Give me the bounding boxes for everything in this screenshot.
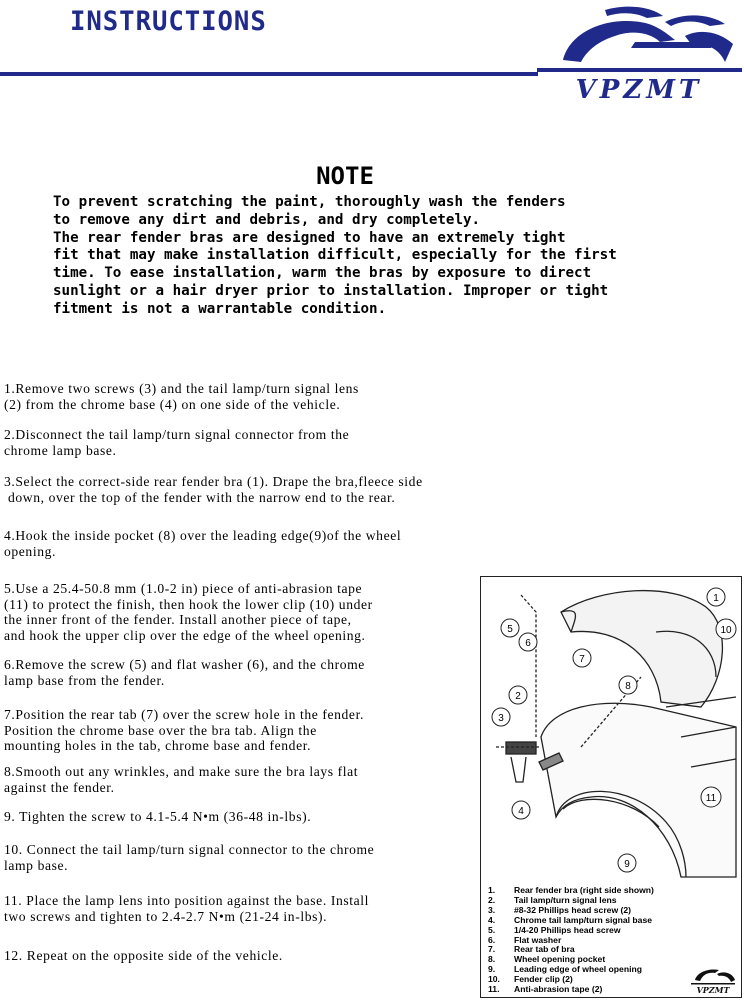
svg-text:5: 5 (507, 624, 513, 635)
legend-item: 7. Rear tab of bra (488, 944, 575, 955)
step-7: 7.Position the rear tab (7) over the screw hole in the fender. Position the chrome base over the bra tab. Align the mounting holes in the tab, chrome base and fender. (4, 707, 364, 754)
step-4: 4.Hook the inside pocket (8) over the leading edge(9)of the wheel opening. (4, 528, 402, 559)
vpzmt-small-logo (687, 964, 737, 994)
legend-item: 5. 1/4-20 Phillips head screw (488, 924, 621, 935)
step-8: 8.Smooth out any wrinkles, and make sure the bra lays flat against the fender. (4, 764, 359, 795)
svg-text:9: 9 (624, 859, 630, 870)
legend-item: 9. Leading edge of wheel opening (488, 964, 642, 975)
svg-text:6: 6 (525, 638, 531, 649)
step-1: 1.Remove two screws (3) and the tail lamp/turn signal lens (2) from the chrome base (4) on one side of the vehicle. (4, 381, 359, 412)
callout-3 (492, 708, 510, 726)
svg-text:3: 3 (498, 713, 504, 724)
svg-text:11: 11 (705, 793, 717, 804)
svg-text:2: 2 (515, 691, 521, 702)
step-12: 12. Repeat on the opposite side of the vehicle. (4, 948, 283, 963)
header-rule (0, 72, 538, 76)
step-3: 3.Select the correct-side rear fender bra (1). Drape the bra,fleece side down, over the top of the fender with the narrow end to the rear. (4, 474, 423, 505)
svg-text:10: 10 (720, 625, 732, 636)
legend-item: 1. Rear fender bra (right side shown) (488, 885, 654, 895)
legend-item: 8. Wheel opening pocket (488, 954, 606, 965)
step-6: 6.Remove the screw (5) and flat washer (6), and the chrome lamp base from the fender. (4, 657, 365, 688)
legend-item: 10. Fender clip (2) (488, 974, 573, 985)
callout-5 (501, 619, 519, 637)
svg-text:8: 8 (625, 681, 631, 692)
callout-11 (701, 787, 721, 807)
step-5: 5.Use a 25.4-50.8 mm (1.0-2 in) piece of anti-abrasion tape (11) to protect the finish, then hook the lower clip (10) under the inner front of the fender. Install another piece of tape, and hook the upper clip over the edge of the wheel opening. (4, 581, 373, 643)
vpzmt-logo (535, 2, 744, 102)
note-body: To prevent scratching the paint, thoroughly wash the fenders to remove any dirt and debris, and dry completely. The rear fender bras are designed to have an extremely tight fit that may make installation difficult, especially for the first time. To ease installation, warm the bras by exposure to direct sunlight or a hair dryer prior to installation. Improper or tight fitment is not a warrantable condition. (53, 194, 617, 317)
callout-6 (519, 633, 537, 651)
callout-1 (707, 588, 725, 606)
brand-text: VPZMT (575, 75, 703, 102)
step-10: 10. Connect the tail lamp/turn signal connector to the chrome lamp base. (4, 842, 375, 873)
fender-illustration (481, 577, 741, 882)
legend-item: 2. Tail lamp/turn signal lens (488, 894, 617, 905)
step-2: 2.Disconnect the tail lamp/turn signal connector from the chrome lamp base. (4, 427, 350, 458)
svg-text:4: 4 (518, 806, 524, 817)
svg-text:7: 7 (579, 654, 585, 665)
legend-item: 4. Chrome tail lamp/turn signal base (488, 914, 653, 925)
callout-4 (512, 801, 530, 819)
svg-text:1: 1 (713, 593, 719, 604)
callout-7 (573, 649, 591, 667)
page-title: INSTRUCTIONS (70, 6, 267, 37)
step-9: 9. Tighten the screw to 4.1-5.4 N•m (36-48 in-lbs). (4, 809, 312, 824)
callout-10 (716, 619, 736, 639)
callout-9 (618, 854, 636, 872)
callout-2 (509, 686, 527, 704)
callout-8 (619, 676, 637, 694)
parts-legend (488, 886, 654, 995)
legend-item: 3. #8-32 Phillips head screw (2) (488, 904, 632, 915)
svg-text:VPZMT: VPZMT (696, 985, 730, 994)
step-11: 11. Place the lamp lens into position against the base. Install two screws and tighten to 2.4-2.7 N•m (21-24 in-lbs). (4, 893, 369, 924)
legend-item: 6. Flat washer (488, 934, 562, 945)
note-title: NOTE (316, 162, 374, 190)
fender-diagram (480, 576, 742, 998)
legend-item: 11. Anti-abrasion tape (2) (488, 984, 603, 995)
